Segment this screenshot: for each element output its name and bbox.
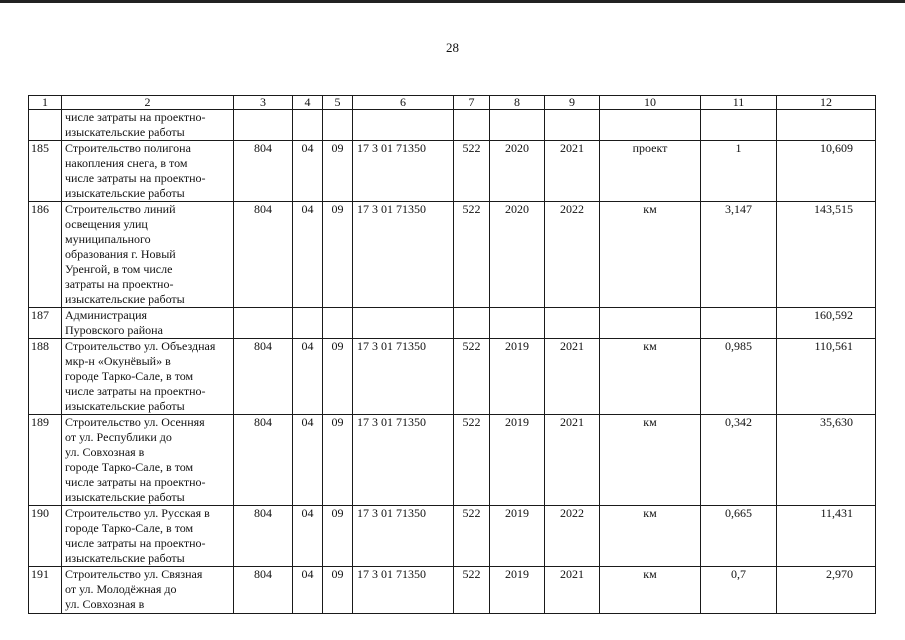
row-number-cell: 185 (29, 141, 62, 202)
table-row (29, 202, 876, 308)
subsection-code-cell: 09 (323, 141, 353, 202)
table-body (29, 110, 876, 614)
description-line: числе затраты на проектно- (65, 110, 206, 124)
capacity-cell (701, 110, 777, 141)
column-header: 2 (62, 96, 234, 110)
description-line: от ул. Молодёжная до (65, 582, 177, 596)
description-cell (62, 110, 234, 141)
column-header: 12 (777, 96, 876, 110)
target-article-cell (353, 110, 454, 141)
description-line: числе затраты на проектно- (65, 475, 206, 489)
ministry-code-cell: 804 (234, 506, 293, 567)
description-line: числе затраты на проектно- (65, 384, 206, 398)
description-cell (62, 339, 234, 415)
end-year-cell: 2021 (545, 339, 600, 415)
ministry-code-cell (234, 110, 293, 141)
amount-cell: 11,431 (777, 506, 876, 567)
description-line: изыскательские работы (65, 490, 185, 504)
table-row (29, 506, 876, 567)
subsection-code-cell (323, 110, 353, 141)
description-line: изыскательские работы (65, 399, 185, 413)
amount-cell: 35,630 (777, 415, 876, 506)
description-cell (62, 202, 234, 308)
description-line: числе затраты на проектно- (65, 171, 206, 185)
description-line: Строительство ул. Объездная (65, 339, 216, 353)
page-number: 28 (446, 40, 459, 55)
row-number-cell: 188 (29, 339, 62, 415)
start-year-cell: 2019 (490, 339, 545, 415)
expense-type-cell: 522 (454, 141, 490, 202)
top-border-line (0, 0, 905, 3)
section-code-cell: 04 (293, 506, 323, 567)
expense-type-cell: 522 (454, 202, 490, 308)
amount-cell: 10,609 (777, 141, 876, 202)
ministry-code-cell: 804 (234, 202, 293, 308)
description-line: городе Тарко-Сале, в том (65, 521, 194, 535)
row-number-cell: 190 (29, 506, 62, 567)
ministry-code-cell: 804 (234, 415, 293, 506)
unit-cell: км (600, 339, 701, 415)
row-number-cell: 187 (29, 308, 62, 339)
unit-cell: км (600, 202, 701, 308)
subsection-code-cell: 09 (323, 506, 353, 567)
description-line: городе Тарко-Сале, в том (65, 460, 194, 474)
unit-cell (600, 110, 701, 141)
table-row (29, 415, 876, 506)
expense-type-cell: 522 (454, 567, 490, 614)
unit-cell (600, 308, 701, 339)
unit-cell: проект (600, 141, 701, 202)
start-year-cell (490, 308, 545, 339)
section-code-cell (293, 110, 323, 141)
section-code-cell (293, 308, 323, 339)
description-line: Строительство линий (65, 202, 176, 216)
target-article-cell: 17 3 01 71350 (353, 141, 454, 202)
description-line: Строительство ул. Русская в (65, 506, 210, 520)
end-year-cell: 2022 (545, 202, 600, 308)
target-article-cell: 17 3 01 71350 (353, 202, 454, 308)
description-line: Строительство ул. Осенняя (65, 415, 205, 429)
description-line: Пуровского района (65, 323, 163, 337)
column-header: 7 (454, 96, 490, 110)
description-cell (62, 567, 234, 614)
row-number-cell (29, 110, 62, 141)
expense-type-cell (454, 110, 490, 141)
description-cell (62, 506, 234, 567)
description-line: Администрация (65, 308, 148, 322)
target-article-cell: 17 3 01 71350 (353, 415, 454, 506)
subsection-code-cell: 09 (323, 567, 353, 614)
subsection-code-cell: 09 (323, 202, 353, 308)
ministry-code-cell: 804 (234, 567, 293, 614)
amount-cell: 2,970 (777, 567, 876, 614)
row-number-cell: 189 (29, 415, 62, 506)
capacity-cell: 1 (701, 141, 777, 202)
subsection-code-cell: 09 (323, 339, 353, 415)
capacity-cell: 3,147 (701, 202, 777, 308)
end-year-cell (545, 308, 600, 339)
column-header: 5 (323, 96, 353, 110)
start-year-cell: 2019 (490, 415, 545, 506)
description-line: изыскательские работы (65, 186, 185, 200)
expense-type-cell (454, 308, 490, 339)
start-year-cell (490, 110, 545, 141)
start-year-cell: 2020 (490, 141, 545, 202)
capacity-cell (701, 308, 777, 339)
end-year-cell: 2021 (545, 141, 600, 202)
table-row (29, 339, 876, 415)
description-line: от ул. Республики до (65, 430, 172, 444)
amount-cell: 143,515 (777, 202, 876, 308)
description-line: Строительство ул. Связная (65, 567, 203, 581)
description-line: городе Тарко-Сале, в том (65, 369, 194, 383)
description-line: изыскательские работы (65, 125, 185, 139)
start-year-cell: 2020 (490, 202, 545, 308)
unit-cell: км (600, 506, 701, 567)
end-year-cell: 2021 (545, 567, 600, 614)
description-line: Уренгой, в том числе (65, 262, 173, 276)
ministry-code-cell: 804 (234, 141, 293, 202)
amount-cell: 160,592 (777, 308, 876, 339)
row-number-cell: 191 (29, 567, 62, 614)
amount-cell: 110,561 (777, 339, 876, 415)
target-article-cell (353, 308, 454, 339)
subsection-code-cell: 09 (323, 415, 353, 506)
capacity-cell: 0,342 (701, 415, 777, 506)
start-year-cell: 2019 (490, 567, 545, 614)
expense-type-cell: 522 (454, 339, 490, 415)
column-header: 10 (600, 96, 701, 110)
column-header: 6 (353, 96, 454, 110)
description-line: накопления снега, в том (65, 156, 188, 170)
description-cell (62, 141, 234, 202)
end-year-cell: 2022 (545, 506, 600, 567)
ministry-code-cell (234, 308, 293, 339)
table-row (29, 141, 876, 202)
expense-type-cell: 522 (454, 506, 490, 567)
description-line: ул. Совхозная в (65, 597, 145, 611)
unit-cell: км (600, 415, 701, 506)
description-cell (62, 308, 234, 339)
end-year-cell (545, 110, 600, 141)
section-code-cell: 04 (293, 415, 323, 506)
description-line: ул. Совхозная в (65, 445, 145, 459)
amount-cell (777, 110, 876, 141)
target-article-cell: 17 3 01 71350 (353, 506, 454, 567)
table-row (29, 567, 876, 614)
section-code-cell: 04 (293, 567, 323, 614)
description-line: образования г. Новый (65, 247, 176, 261)
column-header: 1 (29, 96, 62, 110)
capacity-cell: 0,985 (701, 339, 777, 415)
description-line: изыскательские работы (65, 551, 185, 565)
ministry-code-cell: 804 (234, 339, 293, 415)
capacity-cell: 0,7 (701, 567, 777, 614)
table-row (29, 308, 876, 339)
capacity-cell: 0,665 (701, 506, 777, 567)
column-number-row (29, 96, 876, 110)
description-line: муниципального (65, 232, 151, 246)
description-cell (62, 415, 234, 506)
description-line: мкр-н «Окунёвый» в (65, 354, 171, 368)
subsection-code-cell (323, 308, 353, 339)
description-line: Строительство полигона (65, 141, 191, 155)
table-row (29, 110, 876, 141)
section-code-cell: 04 (293, 339, 323, 415)
column-header: 11 (701, 96, 777, 110)
description-line: освещения улиц (65, 217, 148, 231)
section-code-cell: 04 (293, 202, 323, 308)
column-header: 9 (545, 96, 600, 110)
section-code-cell: 04 (293, 141, 323, 202)
budget-table (28, 95, 876, 614)
description-line: затраты на проектно- (65, 277, 174, 291)
expense-type-cell: 522 (454, 415, 490, 506)
row-number-cell: 186 (29, 202, 62, 308)
column-header: 3 (234, 96, 293, 110)
description-line: изыскательские работы (65, 292, 185, 306)
description-line: числе затраты на проектно- (65, 536, 206, 550)
column-header: 8 (490, 96, 545, 110)
unit-cell: км (600, 567, 701, 614)
start-year-cell: 2019 (490, 506, 545, 567)
target-article-cell: 17 3 01 71350 (353, 339, 454, 415)
target-article-cell: 17 3 01 71350 (353, 567, 454, 614)
end-year-cell: 2021 (545, 415, 600, 506)
column-header: 4 (293, 96, 323, 110)
